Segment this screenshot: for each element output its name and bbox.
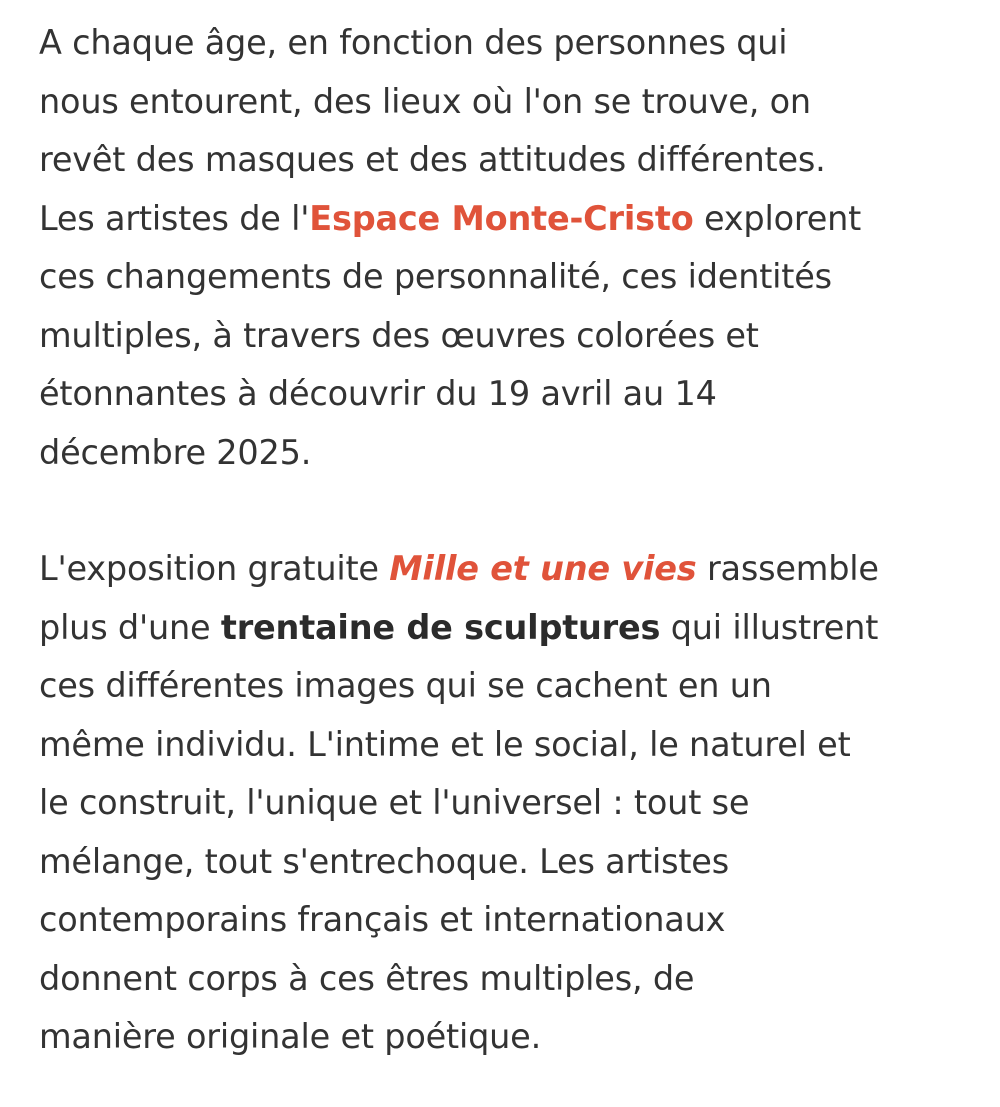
text-line: ces différentes images qui se cachent en un <box>39 666 772 705</box>
text-fragment: L'exposition gratuite <box>39 549 390 588</box>
text-line: A chaque âge, en fonction des personnes qui <box>39 23 788 62</box>
text-fragment: rassemble <box>696 549 879 588</box>
text-line: contemporains français et internationaux <box>39 900 726 939</box>
text-fragment: plus d'une <box>39 607 221 647</box>
text-line: même individu. L'intime et le social, le naturel et <box>39 724 851 764</box>
text-line <box>39 599 994 658</box>
text-fragment: Les artistes de l' <box>39 198 310 238</box>
exhibition-title: Mille et une vies <box>389 549 697 588</box>
text-line: nous entourent, des lieux où l'on se trouve, on <box>39 81 811 121</box>
text-line: donnent corps à ces êtres multiples, de <box>39 958 695 998</box>
text-line: étonnantes à découvrir du 19 avril au 14 <box>39 374 717 413</box>
text-line <box>39 540 994 599</box>
text-line: ces changements de personnalité, ces identités <box>39 257 832 296</box>
text-line: revêt des masques et des attitudes différentes. <box>39 140 826 179</box>
text-line: décembre 2025. <box>39 432 312 472</box>
espace-monte-cristo-link[interactable]: Espace Monte-Cristo <box>309 198 694 238</box>
article-body <box>39 14 994 1067</box>
paragraph-exhibition <box>39 540 994 1067</box>
paragraph-intro <box>39 14 994 482</box>
text-fragment: explorent <box>693 198 862 238</box>
text-fragment: qui illustrent <box>660 607 879 647</box>
text-line: le construit, l'unique et l'universel : tout se <box>39 783 750 822</box>
text-line: mélange, tout s'entrechoque. Les artistes <box>39 841 729 881</box>
text-line: multiples, à travers des œuvres colorées et <box>39 315 759 355</box>
text-line: manière originale et poétique. <box>39 1017 542 1056</box>
text-line <box>39 190 994 249</box>
strong-text: trentaine de sculptures <box>220 607 661 647</box>
